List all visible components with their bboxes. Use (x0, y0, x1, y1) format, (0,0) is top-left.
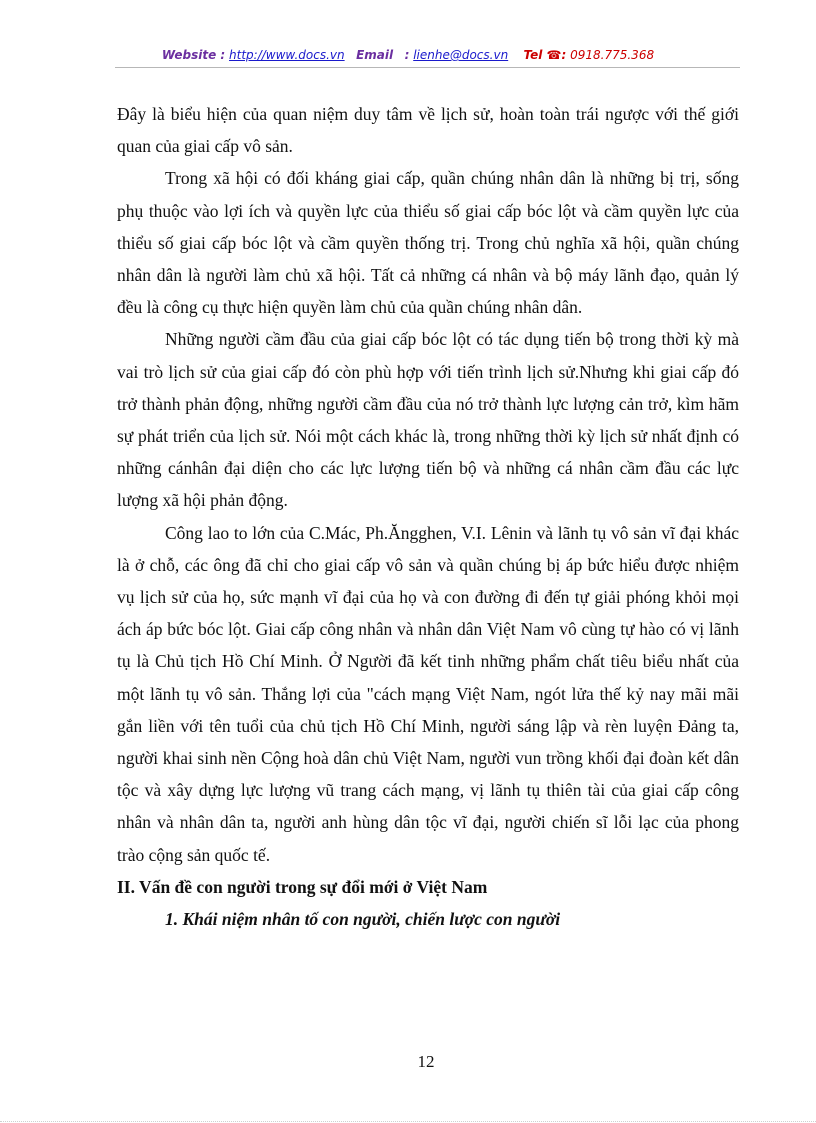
website-label: Website : (161, 48, 226, 62)
header-divider (115, 67, 740, 68)
document-body (117, 98, 739, 935)
page-number: 12 (417, 1052, 435, 1071)
email-label: Email (356, 48, 394, 62)
page-edge-divider (0, 1121, 816, 1122)
page-header (0, 48, 816, 62)
section-heading: II. Vấn đề con người trong sự đổi mới ở Việt Nam (117, 876, 488, 897)
paragraph: Đây là biểu hiện của quan niệm duy tâm về lịch sử, hoàn toàn trái ngược với thế giới quan của giai cấp vô sản. (117, 104, 739, 157)
paragraph: Trong xã hội có đối kháng giai cấp, quần chúng nhân dân là những bị trị, sống phụ thuộc vào lợi ích và quyền lực của thiểu số giai cấp bóc lột và cầm quyền lực của thiểu số giai cấp bóc lột và cầm quyền thống trị. Trong chủ nghĩa xã hội, quần chúng nhân dân là người làm chủ xã hội. Tất cả những cá nhân và bộ máy lãnh đạo, quản lý đều là công cụ thực hiện quyền làm chủ của quần chúng nhân dân. (117, 168, 739, 318)
subsection-heading: 1. Khái niệm nhân tố con người, chiến lược con người (165, 909, 561, 930)
tel-label: Tel ☎: (523, 48, 567, 62)
website-link[interactable]: http://www.docs.vn (229, 48, 345, 62)
email-link[interactable]: lienhe@docs.vn (413, 48, 509, 62)
paragraph: Công lao to lớn của C.Mác, Ph.Ăngghen, V.I. Lênin và lãnh tụ vô sản vĩ đại khác là ở chỗ, các ông đã chỉ cho giai cấp vô sản và quần chúng bị áp bức hiểu được nhiệm vụ lịch sử của họ, sức mạnh vĩ đại của họ và con đường đi đến tự giải phóng khỏi mọi ách áp bức bóc lột. Giai cấp công nhân và nhân dân Việt Nam vô cùng tự hào có vị lãnh tụ là Chủ tịch Hồ Chí Minh. Ở Người đã kết tinh những phẩm chất tiêu biểu nhất của một lãnh tụ vô sản. Thắng lợi của "cách mạng Việt Nam, ngót lửa thế kỷ nay mãi mãi gắn liền với tên tuổi của chủ tịch Hồ Chí Minh, người sáng lập và rèn luyện Đảng ta, người khai sinh nền Cộng hoà dân chủ Việt Nam, người vun trồng khối đại đoàn kết dân tộc và xây dựng lực lượng vũ trang cách mạng, vị lãnh tụ thiên tài của giai cấp công nhân và nhân dân ta, người anh hùng dân tộc vĩ đại, người chiến sĩ lỗi lạc của phong trào cộng sản quốc tế. (117, 522, 739, 865)
tel-number: 0918.775.368 (570, 48, 655, 62)
email-separator: : (404, 48, 410, 62)
paragraph: Những người cầm đầu của giai cấp bóc lột có tác dụng tiến bộ trong thời kỳ mà vai trò lịch sử của giai cấp đó còn phù hợp với tiến trình lịch sử.Nhưng khi giai cấp đó trở thành phản động, những người cầm đầu của nó trở thành lực lượng cản trở, kìm hãm sự phát triển của lịch sử. Nói một cách khác là, trong những thời kỳ lịch sử nhất định có những cánhân đại diện cho các lực lượng tiến bộ và những cá nhân cầm đầu các lực lượng xã hội phản động. (117, 329, 739, 511)
